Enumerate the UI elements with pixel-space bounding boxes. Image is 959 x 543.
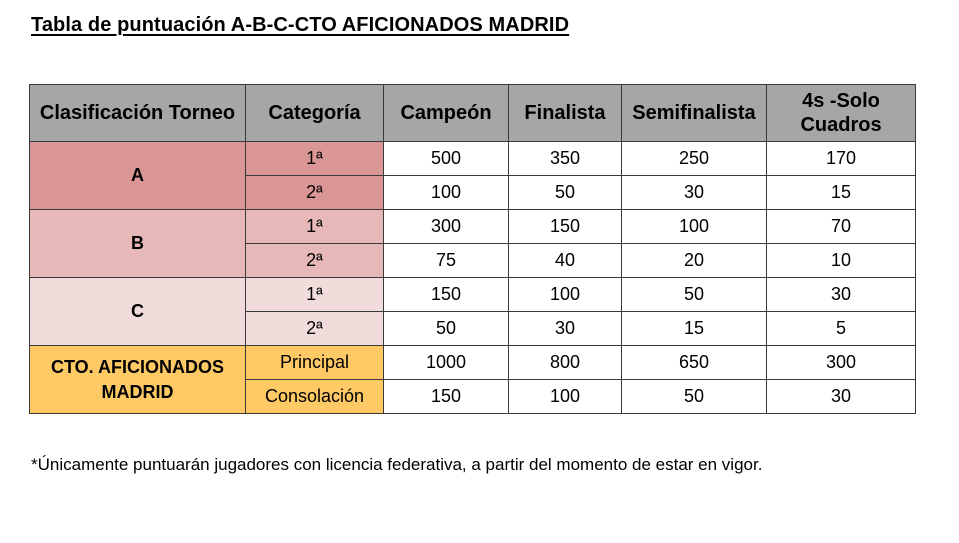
campeon-cell: 300 xyxy=(384,210,509,244)
category-cell: Consolación xyxy=(246,380,384,414)
semifinalista-cell: 250 xyxy=(622,142,767,176)
finalista-cell: 350 xyxy=(509,142,622,176)
header-semifinalista: Semifinalista xyxy=(622,85,767,142)
semifinalista-cell: 20 xyxy=(622,244,767,278)
semifinalista-cell: 650 xyxy=(622,346,767,380)
cuartos-cell: 170 xyxy=(767,142,916,176)
finalista-cell: 40 xyxy=(509,244,622,278)
table-row xyxy=(30,278,916,312)
finalista-cell: 30 xyxy=(509,312,622,346)
category-cell: 2ª xyxy=(246,312,384,346)
cuartos-cell: 10 xyxy=(767,244,916,278)
table-row xyxy=(30,346,916,380)
finalista-cell: 50 xyxy=(509,176,622,210)
cuartos-cell: 300 xyxy=(767,346,916,380)
semifinalista-cell: 100 xyxy=(622,210,767,244)
cuartos-cell: 30 xyxy=(767,380,916,414)
campeon-cell: 75 xyxy=(384,244,509,278)
semifinalista-cell: 15 xyxy=(622,312,767,346)
category-cell: 2ª xyxy=(246,176,384,210)
campeon-cell: 150 xyxy=(384,380,509,414)
finalista-cell: 800 xyxy=(509,346,622,380)
group-cell-cto: CTO. AFICIONADOS MADRID xyxy=(30,346,246,414)
semifinalista-cell: 30 xyxy=(622,176,767,210)
header-categoria: Categoría xyxy=(246,85,384,142)
semifinalista-cell: 50 xyxy=(622,278,767,312)
group-cell-a: A xyxy=(30,142,246,210)
campeon-cell: 50 xyxy=(384,312,509,346)
cuartos-cell: 15 xyxy=(767,176,916,210)
header-clasificacion: Clasificación Torneo xyxy=(30,85,246,142)
category-cell: 1ª xyxy=(246,210,384,244)
header-finalista: Finalista xyxy=(509,85,622,142)
group-cell-b: B xyxy=(30,210,246,278)
page-title: Tabla de puntuación A-B-C-CTO AFICIONADOS MADRID xyxy=(31,14,570,36)
semifinalista-cell: 50 xyxy=(622,380,767,414)
finalista-cell: 150 xyxy=(509,210,622,244)
table-row xyxy=(30,142,916,176)
campeon-cell: 500 xyxy=(384,142,509,176)
campeon-cell: 150 xyxy=(384,278,509,312)
campeon-cell: 1000 xyxy=(384,346,509,380)
category-cell: 1ª xyxy=(246,278,384,312)
cuartos-cell: 5 xyxy=(767,312,916,346)
table-header-row xyxy=(30,85,916,142)
cuartos-cell: 70 xyxy=(767,210,916,244)
cuartos-cell: 30 xyxy=(767,278,916,312)
scoring-table xyxy=(29,84,916,414)
category-cell: 1ª xyxy=(246,142,384,176)
footnote: *Únicamente puntuarán jugadores con licencia federativa, a partir del momento de estar en vigor. xyxy=(31,455,763,474)
header-campeon: Campeón xyxy=(384,85,509,142)
category-cell: 2ª xyxy=(246,244,384,278)
category-cell: Principal xyxy=(246,346,384,380)
header-cuartos: 4s -Solo Cuadros xyxy=(767,85,916,142)
campeon-cell: 100 xyxy=(384,176,509,210)
finalista-cell: 100 xyxy=(509,278,622,312)
table-row xyxy=(30,210,916,244)
group-cell-c: C xyxy=(30,278,246,346)
finalista-cell: 100 xyxy=(509,380,622,414)
